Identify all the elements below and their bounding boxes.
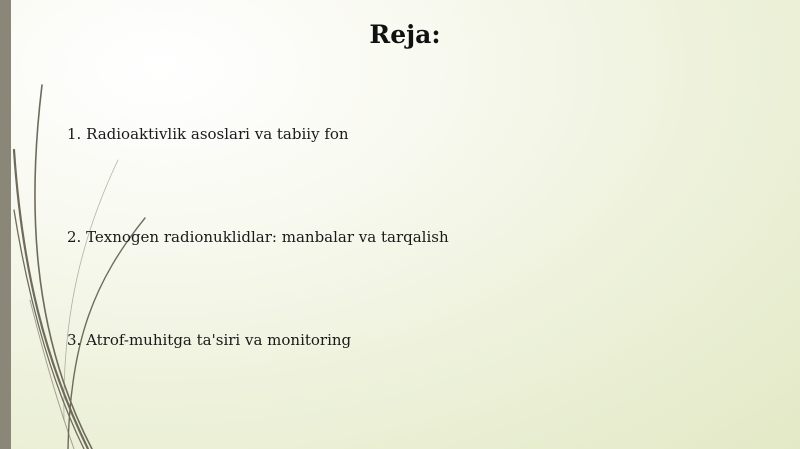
plan-item-3: 3. Atrof-muhitga ta'siri va monitoring	[67, 331, 352, 349]
plan-item-2: 2. Texnogen radionuklidlar: manbalar va tarqalish	[67, 228, 449, 246]
plan-item-1: 1. Radioaktivlik asoslari va tabiiy fon	[67, 125, 349, 143]
grass-strokes-decoration	[0, 0, 180, 449]
slide-title: Reja:	[369, 20, 441, 49]
